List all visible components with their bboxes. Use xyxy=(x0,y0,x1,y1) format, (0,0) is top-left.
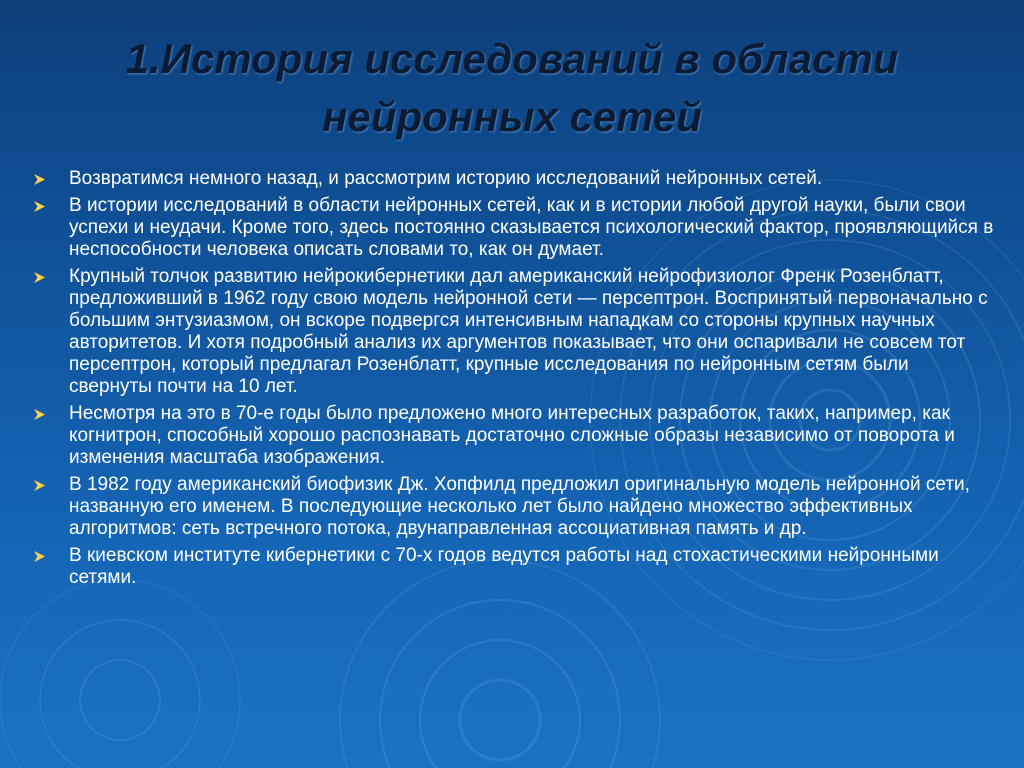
bullet-item xyxy=(34,403,996,469)
bullet-item xyxy=(34,474,996,540)
bullet-text: Крупный толчок развитию нейрокибернетики дал американский нейрофизиолог Френк Розенблатт, предложивший в 1962 году свою модель нейронной сети — персептрон. Воспринятый первоначально с большим энтузиазмом, он вскоре подвергся интенсивным нападкам со стороны крупных научных авторитетов. И хотя подробный анализ их аргументов показывает, что они оспаривали не совсем тот персептрон, который предлагал Розенблатт, крупные исследования по нейронным сетям были свернуты почти на 10 лет. xyxy=(69,266,988,397)
bullet-item xyxy=(34,545,996,589)
bullet-item xyxy=(34,168,996,190)
bullet-text: Несмотря на это в 70-е годы было предложено много интересных разработок, таких, например, как когнитрон, способный хорошо распознавать достаточно сложные образы независимо от поворота и изменения масштаба изображения. xyxy=(69,403,955,468)
arrowhead-icon xyxy=(34,168,48,190)
bullet-text: В 1982 году американский биофизик Дж. Хопфилд предложил оригинальную модель нейронной сети, названную его именем. В последующие несколько лет было найдено множество эффективных алгоритмов: сеть встречного потока, двунаправленная ассоциативная память и др. xyxy=(69,474,970,539)
bullet-text: В киевском институте кибернетики с 70-х годов ведутся работы над стохастическими нейронными сетями. xyxy=(69,545,939,588)
arrowhead-icon xyxy=(34,545,48,567)
bullet-text: Возвратимся немного назад, и рассмотрим историю исследований нейронных сетей. xyxy=(69,168,823,189)
arrowhead-icon xyxy=(34,403,48,425)
arrowhead-icon xyxy=(34,195,48,217)
slide-title: 1.История исследований в области нейронных сетей xyxy=(125,35,899,140)
bullet-item xyxy=(34,266,996,398)
arrowhead-icon xyxy=(34,266,48,288)
bullet-list xyxy=(34,168,996,594)
bullet-item xyxy=(34,195,996,261)
arrowhead-icon xyxy=(34,474,48,496)
bullet-text: В истории исследований в области нейронных сетей, как и в истории любой другой науки, были свои успехи и неудачи. Кроме того, здесь постоянно сказывается психологический фактор, проявляющийся в неспособности человека описать словами то, как он думает. xyxy=(69,195,994,260)
